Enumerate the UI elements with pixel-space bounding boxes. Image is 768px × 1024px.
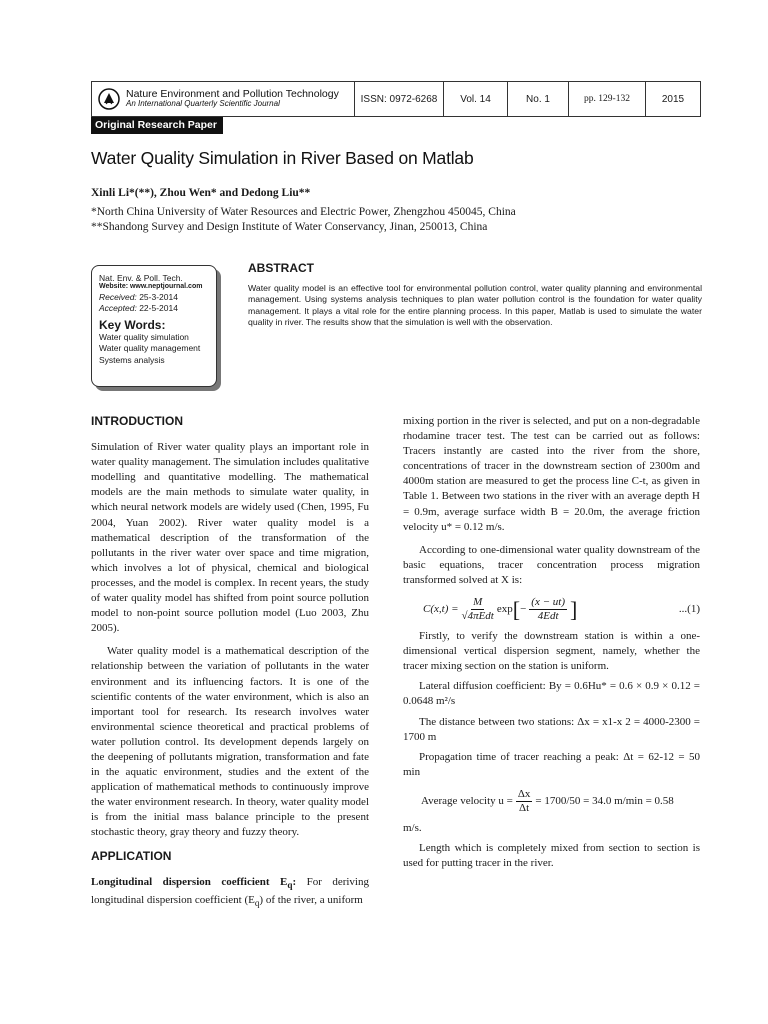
abstract-text: Water quality model is an effective tool for environmental pollution control, water quality planning and environmental management. Using systems analysis techniques to plan water pollution control is the foundation for water quality management. It plays a vital role for the entire planning process. In this paper, Matlab is used to simulate the water quality in river. The results show that the simulation is well with the observation. xyxy=(248,283,702,328)
info-box-content xyxy=(91,265,217,387)
keyword-item: Water quality simulation xyxy=(99,331,189,342)
issue-number: No. 1 xyxy=(508,82,569,116)
eq1-lhs: C(x,t) = xyxy=(423,602,459,615)
eq1-inner-denominator: 4Edt xyxy=(537,610,559,623)
journal-website: Website: www.neptjournal.com xyxy=(99,283,203,291)
avg-fraction xyxy=(516,788,533,815)
avg-denominator: Δt xyxy=(519,801,530,814)
eq1-fraction xyxy=(462,596,494,623)
affiliation-2: **Shandong Survey and Design Institute of Water Conservancy, Jinan, 250013, China xyxy=(91,221,488,233)
journal-info xyxy=(92,82,355,116)
application-heading: APPLICATION xyxy=(91,848,172,863)
avg-unit: m/s. xyxy=(403,821,422,834)
application-sub: q xyxy=(254,898,260,909)
application-text-a: For deriving longitudinal dispersion coefficient (E xyxy=(91,875,369,906)
accepted-date xyxy=(99,303,211,314)
right-paragraph-6: Propagation time of tracer reaching a peak: Δt = 62-12 = 50 min xyxy=(403,750,700,778)
volume: Vol. 14 xyxy=(444,82,508,116)
equation-1: C(x,t) = $\frac{M}{\text{√4πEdt}}$ exp [ − $\frac{(x - ut)}{\text{4Edt}}$ ] ...(1) xyxy=(423,596,700,623)
journal-abbrev: Nat. Env. & Poll. Tech. xyxy=(99,273,183,283)
eq1-bracket-close: ] xyxy=(569,596,578,622)
avg-numerator: Δx xyxy=(517,787,531,800)
right-paragraph-5: The distance between two stations: Δx = x1-x 2 = 4000-2300 = 1700 m xyxy=(403,715,700,743)
eq1-inner-numerator: (x − ut) xyxy=(531,596,565,609)
application-text-b: ) of the river, a uniform xyxy=(259,893,363,906)
introduction-heading: INTRODUCTION xyxy=(91,414,183,428)
affiliation-1: *North China University of Water Resources and Electric Power, Zhengzhou 450045, China xyxy=(91,206,516,218)
eq1-exp: exp xyxy=(496,602,513,615)
eq1-label: ...(1) xyxy=(678,602,700,615)
right-paragraph-2: According to one-dimensional water quality downstream of the basic equations, tracer concentration process migration transformed solved at X is: xyxy=(403,543,700,586)
eq1-bracket-open: [ xyxy=(512,596,521,622)
keywords-heading: Key Words: xyxy=(99,317,166,332)
left-column xyxy=(91,414,369,911)
issn: ISSN: 0972-6268 xyxy=(355,82,444,116)
received-label: Received: xyxy=(99,291,137,302)
avg-rest: = 1700/50 = 34.0 m/min = 0.58 xyxy=(535,794,674,807)
avg-label: Average velocity u = xyxy=(421,794,513,807)
right-paragraph-4: Lateral diffusion coefficient: By = 0.6Hu* = 0.6 × 0.9 × 0.12 = 0.0648 m²/s xyxy=(403,680,700,708)
application-paragraph xyxy=(91,875,369,912)
paper-title: Water Quality Simulation in River Based on Matlab xyxy=(91,148,474,168)
accepted-value: 22-5-2014 xyxy=(139,303,178,314)
dispersion-coeff-sub: q xyxy=(287,879,293,890)
keyword-item: Systems analysis xyxy=(99,354,165,365)
intro-paragraph-1: Simulation of River water quality plays an important role in water quality management. The simulation includes qualitative modelling and quantitative modelling. The mathematical models are the main methods to simulate water quality, in which neural network models are widely used (Chen, 1995, Fu 2004, Yuan 2002). River water quality model is a mathematical description of the transformation of the pollutants in the river water over space and time migration, which involves a lot of physical, chemical and biological processes, and the model is complex. In recent years, the study of water quality model has shifted from point source pollution model to non-point source pollution model (Luo 2003, Zhu 2005). xyxy=(91,441,369,635)
journal-title: Nature Environment and Pollution Technology xyxy=(126,87,339,100)
right-paragraph-3: Firstly, to verify the downstream station is within a one-dimensional vertical dispersion segment, namely, whether the tracer mixing section on the station is uniform. xyxy=(403,630,700,673)
eq1-denominator: √4πEdt xyxy=(461,610,494,623)
right-paragraph-7: Length which is completely mixed from section to section is used for putting tracer in the river. xyxy=(403,841,700,870)
authors: Xinli Li*(**), Zhou Wen* and Dedong Liu** xyxy=(91,187,311,199)
average-velocity-equation xyxy=(421,788,700,815)
keyword-item: Water quality management xyxy=(99,343,201,354)
eq1-inner-fraction xyxy=(529,596,567,623)
dispersion-coeff-colon: : xyxy=(292,875,297,888)
journal-subtitle: An International Quarterly Scientific Journal xyxy=(126,99,280,109)
received-date xyxy=(99,292,211,303)
paper-type-badge: Original Research Paper xyxy=(91,117,223,134)
intro-paragraph-2: Water quality model is a mathematical description of the relationship between the variation of pollutants in the water environment and its influencing factors. It is one of the scientific contents of the water environment, which is also an important tool for research. Its research involves water environmental science theoretical and practical problems of water pollution control. Its development depends largely on the deepening of pollutants migration, transformation and fate in the aquatic environment, studies and the extent of the application of mathematical methods to continuously improve the water environment research. In theory, water quality model is from the initial mass balance principle to the present stochastic theory, gray theory and fuzzy theory. xyxy=(91,645,369,839)
journal-logo-icon xyxy=(98,88,120,110)
eq1-numerator: M xyxy=(473,596,483,609)
accepted-label: Accepted: xyxy=(99,303,137,314)
right-column xyxy=(403,414,700,871)
journal-header xyxy=(91,81,701,117)
dispersion-coeff-label: Longitudinal dispersion coefficient E xyxy=(91,875,288,888)
received-value: 25-3-2014 xyxy=(139,291,178,302)
right-paragraph-1: mixing portion in the river is selected, and put on a non-degradable rhodamine tracer test. The test can be carried out as follows: Tracers instantly are casted into the river from the shore, concentrations of tracer in the downstream section of 2300m and 4000m station are measured to get the process line C-t, as given in Table 1. Between two stations in the river with an average depth H = 0.9m, average surface width B = 20.0m, the average friction velocity u* = 0.12 m/s. xyxy=(403,415,700,533)
year: 2015 xyxy=(661,93,685,105)
article-info-box xyxy=(91,265,221,391)
abstract-heading: ABSTRACT xyxy=(248,261,314,275)
page-range: pp. 129-132 xyxy=(569,82,646,116)
